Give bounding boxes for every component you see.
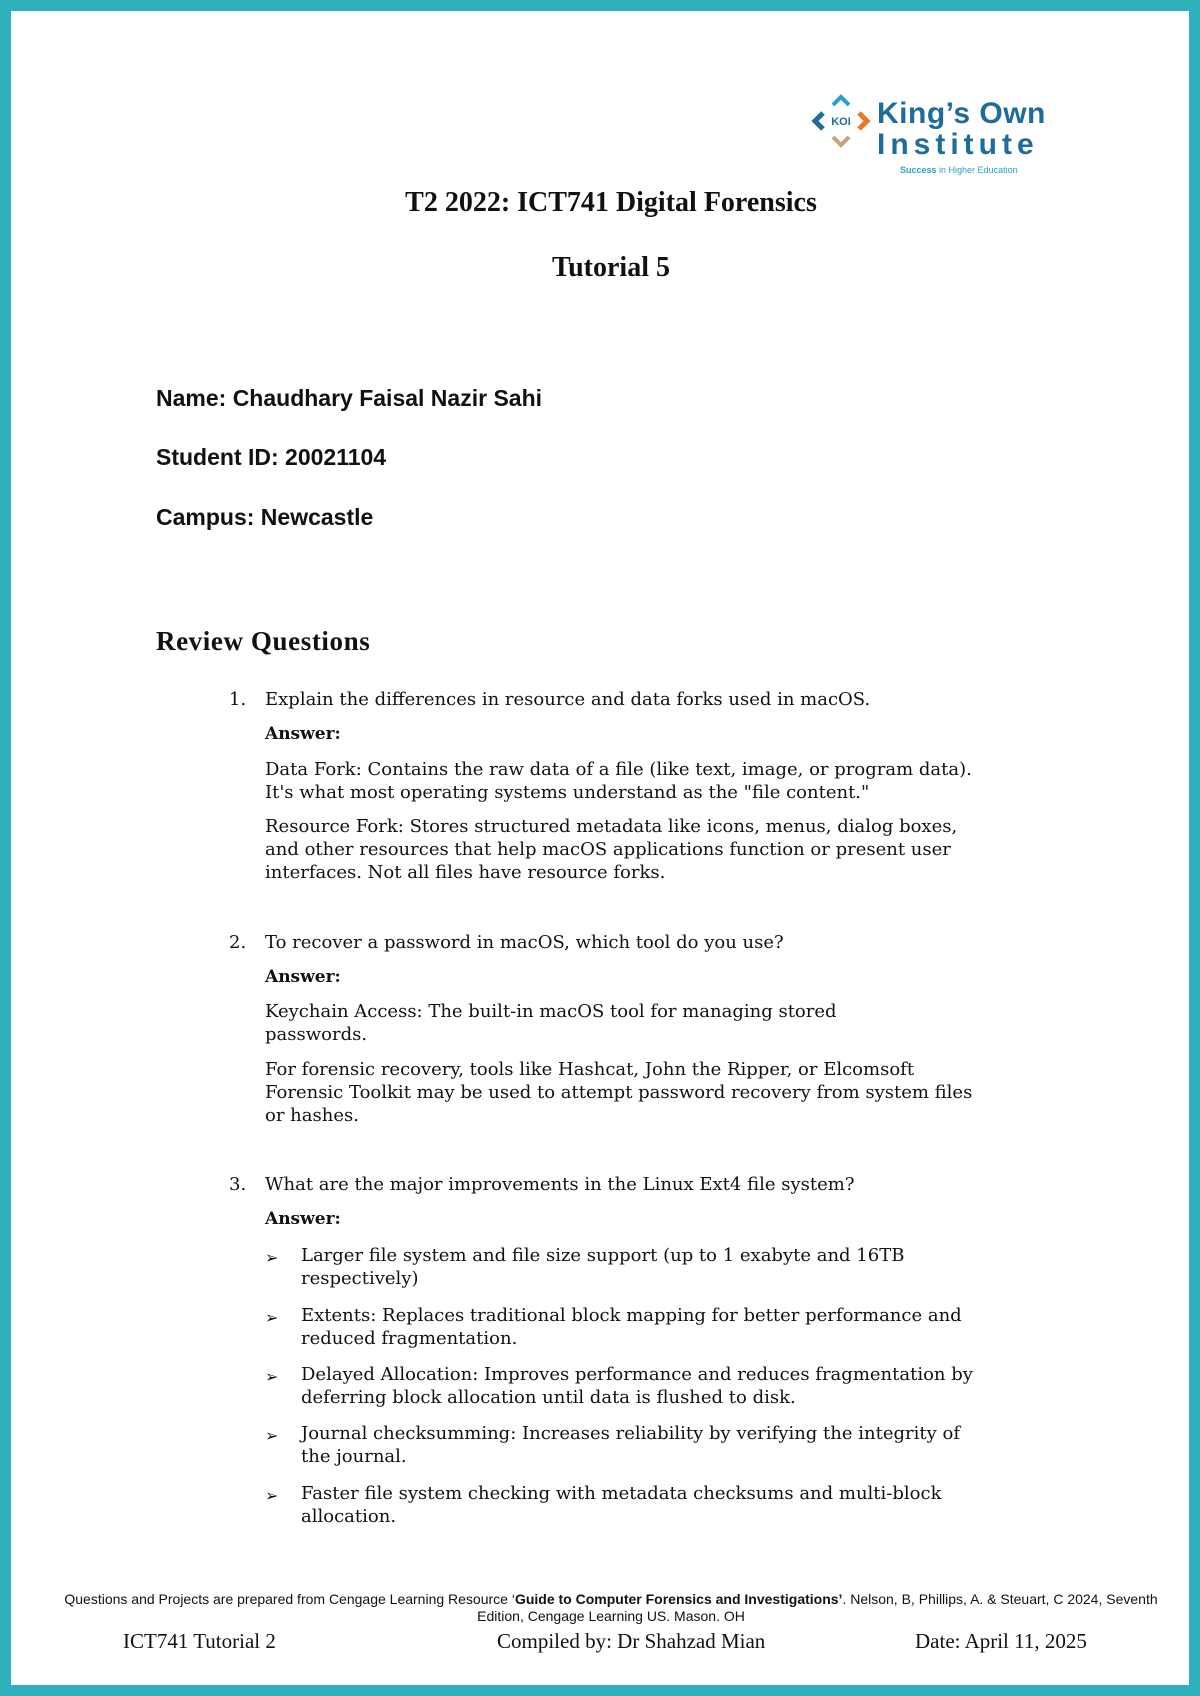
section-heading: Review Questions [156,626,371,656]
arrow-bullet-icon: ➢ [265,1248,279,1267]
arrow-bullet-icon: ➢ [265,1426,279,1445]
student-campus: Campus: Newcastle [156,504,374,530]
bullet-text: Larger file system and file size support (up to 1 exabyte and 16TB respectively) [301,1245,905,1289]
koi-logo-mark-icon [811,93,877,159]
footer-date: Date: April 11, 2025 [915,1629,1087,1653]
document-subtitle: Tutorial 5 [552,252,670,283]
answer-label: Answer: [265,1209,341,1229]
question-text: Explain the differences in resource and data forks used in macOS. [265,689,871,710]
answer-label: Answer: [265,967,341,987]
document-title: T2 2022: ICT741 Digital Forensics [405,187,817,218]
question-number: 3. [229,1174,247,1195]
logo-abbrev: KOI [831,116,851,128]
answer-paragraph: Resource Fork: Stores structured metadata like icons, menus, dialog boxes, and other resources that help macOS applications function or present user interfaces. Not all files have resource forks. [265,816,958,883]
answer-paragraph: Data Fork: Contains the raw data of a file (like text, image, or program data). It's what most operating systems understand as the "file content." [265,759,972,803]
answer-label: Answer: [265,724,341,744]
question-number: 1. [229,689,247,710]
answer-paragraph: For forensic recovery, tools like Hashcat, John the Ripper, or Elcomsoft Forensic Toolkit may be used to attempt password recovery from system files or hashes. [265,1059,973,1126]
bullet-text: Faster file system checking with metadata checksums and multi-block allocation. [301,1483,942,1527]
bullet-text: Delayed Allocation: Improves performance and reduces fragmentation by deferring block allocation until data is flushed to disk. [301,1364,973,1408]
question-text: What are the major improvements in the Linux Ext4 file system? [265,1174,855,1195]
student-name: Name: Chaudhary Faisal Nazir Sahi [156,385,543,411]
footer-course: ICT741 Tutorial 2 [123,1629,276,1653]
source-footnote: Questions and Projects are prepared from Cengage Learning Resource ‘Guide to Computer Forensics and Investigations’. Nelson, B, Phillips, A. & Steuart, C 2024, Seventh Edition, Cengage Learning US. Mason. OH [64,1591,1158,1624]
kings-own-institute-logo [811,93,1047,177]
logo-tagline: Success in Higher Education [900,165,1018,175]
arrow-bullet-icon: ➢ [265,1486,279,1505]
arrow-bullet-icon: ➢ [265,1308,279,1327]
footer-compiled-by: Compiled by: Dr Shahzad Mian [497,1629,766,1653]
logo-line-2: Institute [877,128,1039,161]
logo-line-1: King’s Own [877,97,1046,130]
answer-paragraph: Keychain Access: The built-in macOS tool for managing stored passwords. [265,1001,837,1045]
question-number: 2. [229,932,247,953]
bullet-text: Extents: Replaces traditional block mapping for better performance and reduced fragmentation. [301,1305,962,1349]
arrow-bullet-icon: ➢ [265,1367,279,1386]
logo-wordmark [877,99,1046,175]
bullet-text: Journal checksumming: Increases reliability by verifying the integrity of the journal. [301,1423,960,1467]
student-id: Student ID: 20021104 [156,444,387,470]
question-text: To recover a password in macOS, which tool do you use? [265,932,784,953]
